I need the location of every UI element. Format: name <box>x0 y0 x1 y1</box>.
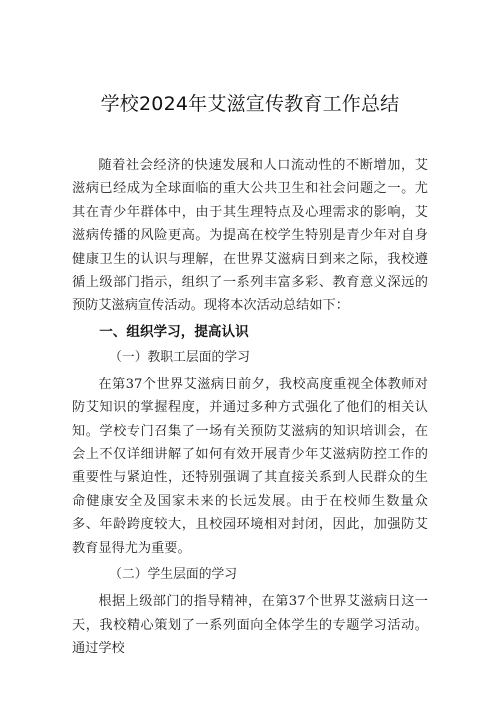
subsection-heading-students: （二）学生层面的学习 <box>109 567 238 583</box>
student-study-paragraph: 根据上级部门的指导精神，在第37个世界艾滋病日这一天，我校精心策划了一系列面向全体学生的专题学习活动。通过学校 <box>72 594 428 656</box>
staff-study-paragraph: 在第37个世界艾滋病日前夕，我校高度重视全体教师对防艾知识的掌握程度，并通过多种方式强化了他们的相关认知。学校专门召集了一场有关预防艾滋病的知识培训会，在会上不仅详细讲解了如何有效开展青少年艾滋病防控工作的重要性与紧迫性，还特别强调了其直接关系到人民群众的生命健康安全及国家未来的长远发展。由于在校师生数量众多、年龄跨度较大，且校园环境相对封闭，因此，加强防艾教育显得尤为重要。 <box>72 376 428 556</box>
section-organize-study <box>72 321 428 660</box>
intro-paragraph: 随着社会经济的快速发展和人口流动性的不断增加，艾滋病已经成为全球面临的重大公共卫生和社会问题之一。尤其在青少年群体中，由于其生理特点及心理需求的影响，艾滋病传播的风险更高。为提高在校学生特别是青少年对自身健康卫生的认识与理解，在世界艾滋病日到来之际，我校遵循上级部门指示，组织了一系列丰富多彩、教育意义深远的预防艾滋病宣传活动。现将本次活动总结如下： <box>72 158 428 314</box>
document-title: 学校2024年艾滋宣传教育工作总结 <box>100 93 400 115</box>
section-heading: 一、组织学习，提高认识 <box>99 323 249 340</box>
subsection-heading-staff: （一）教职工层面的学习 <box>109 349 250 365</box>
